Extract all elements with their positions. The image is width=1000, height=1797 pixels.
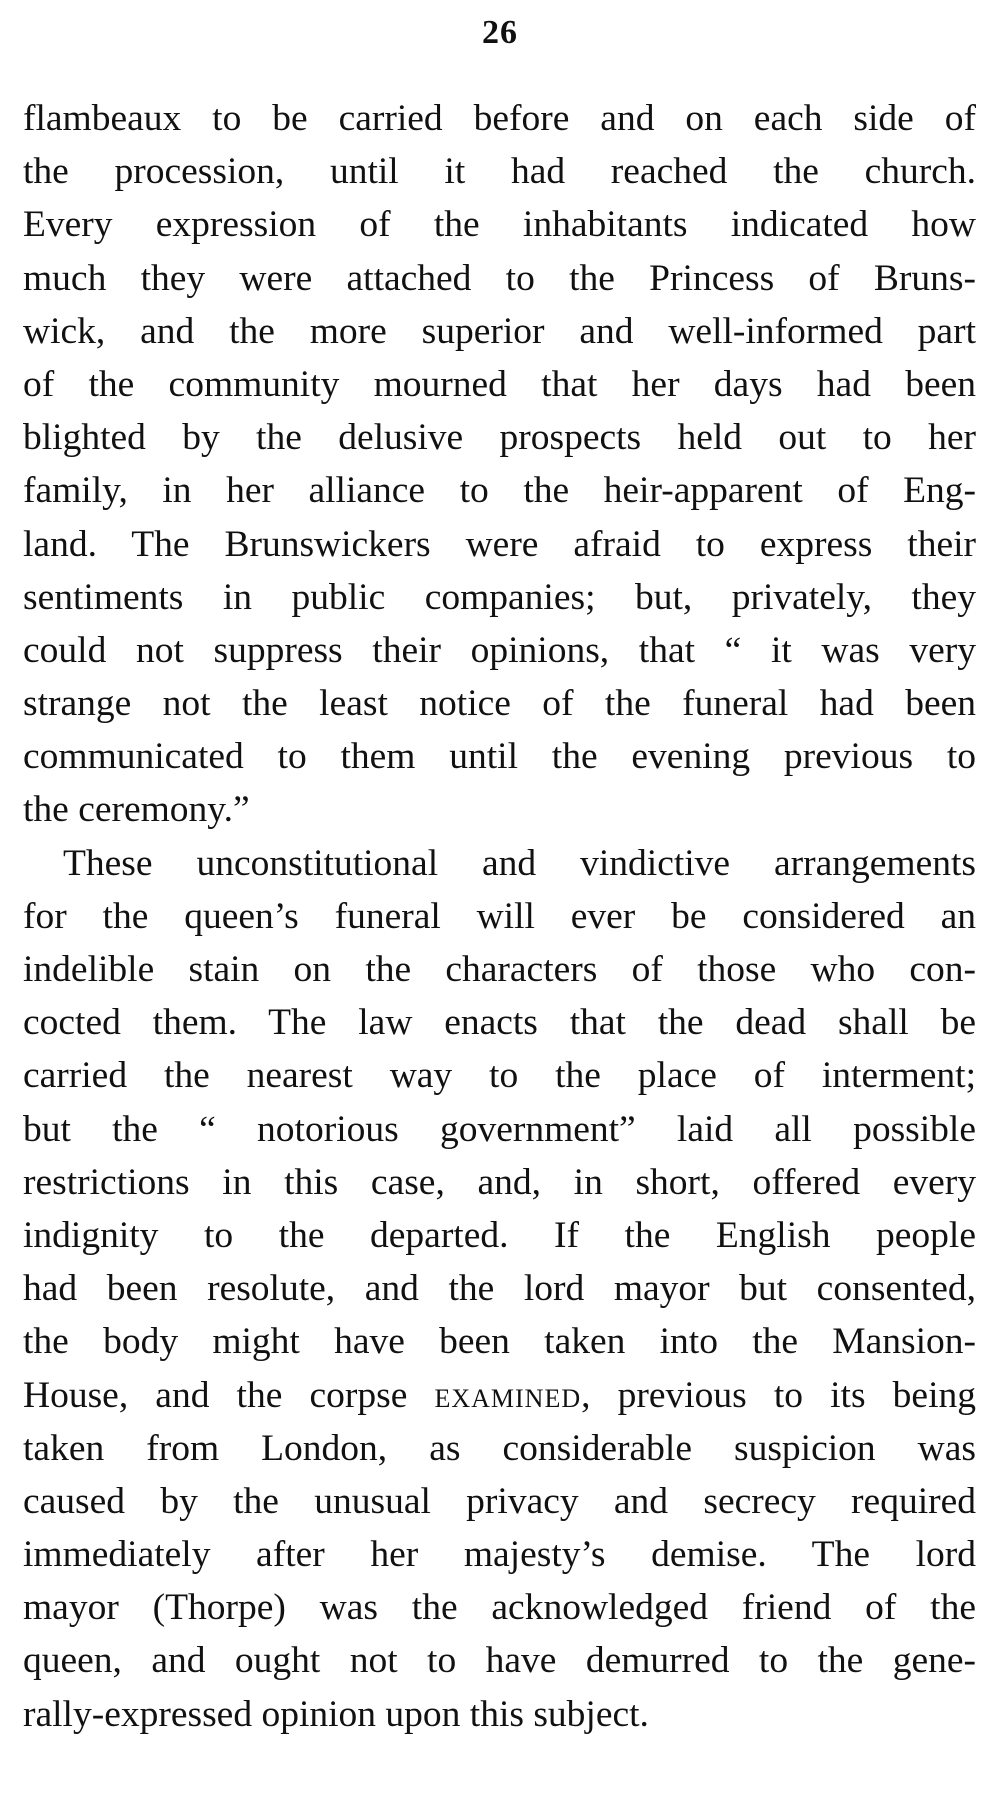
text-line: rally-expressed opinion upon this subject. [23, 1693, 649, 1735]
text-line: queen, and ought not to have demurred to the gene- [23, 1640, 976, 1682]
text-line: blighted by the delusive prospects held out to her [23, 417, 976, 459]
text-line: much they were attached to the Princess of Bruns- [23, 257, 976, 299]
text-line: the procession, until it had reached the church. [23, 151, 976, 193]
text-line: family, in her alliance to the heir-apparent of Eng- [23, 470, 976, 512]
text-line: land. The Brunswickers were afraid to express their [23, 523, 976, 565]
text-line: wick, and the more superior and well-informed part [23, 310, 976, 352]
text-line: flambeaux to be carried before and on each side of [23, 98, 976, 139]
text-line: sentiments in public companies; but, privately, they [23, 576, 976, 618]
text-line: immediately after her majesty’s demise. The lord [23, 1534, 976, 1576]
text-line: taken from London, as considerable suspicion was [23, 1427, 976, 1469]
text-line: the ceremony.” [23, 789, 250, 831]
text-line: had been resolute, and the lord mayor but consented, [23, 1268, 976, 1310]
text-line: Every expression of the inhabitants indicated how [23, 204, 976, 246]
text-line: These unconstitutional and vindictive arrangements [63, 842, 976, 884]
text-line: but the “ notorious government” laid all possible [23, 1108, 976, 1150]
text-line: for the queen’s funeral will ever be considered an [23, 895, 976, 937]
text-line: cocted them. The law enacts that the dead shall be [23, 1002, 976, 1044]
text-fragment: , previous to its being [581, 1374, 976, 1416]
text-line: strange not the least notice of the funeral had been [23, 683, 976, 725]
paragraph-1 [23, 92, 976, 837]
text-line: of the community mourned that her days had been [23, 363, 976, 405]
text-line-with-smallcaps [23, 1369, 976, 1422]
text-fragment: House, and the corpse [23, 1374, 435, 1416]
text-line: restrictions in this case, and, in short, offered every [23, 1161, 976, 1203]
text-line: indelible stain on the characters of those who con- [23, 949, 976, 990]
text-line: mayor (Thorpe) was the acknowledged friend of the [23, 1587, 976, 1629]
text-line: communicated to them until the evening previous to [23, 736, 976, 778]
smallcaps-word: examined [434, 1374, 582, 1416]
text-line: carried the nearest way to the place of interment; [23, 1055, 976, 1097]
text-line: the body might have been taken into the Mansion- [23, 1321, 976, 1363]
page-number: 26 [482, 14, 518, 51]
text-line: caused by the unusual privacy and secrecy required [23, 1480, 976, 1522]
text-line: indignity to the departed. If the English people [23, 1214, 976, 1256]
text-line: could not suppress their opinions, that “ it was very [23, 629, 976, 671]
paragraph-2 [23, 837, 976, 1741]
body-text [23, 92, 976, 1741]
